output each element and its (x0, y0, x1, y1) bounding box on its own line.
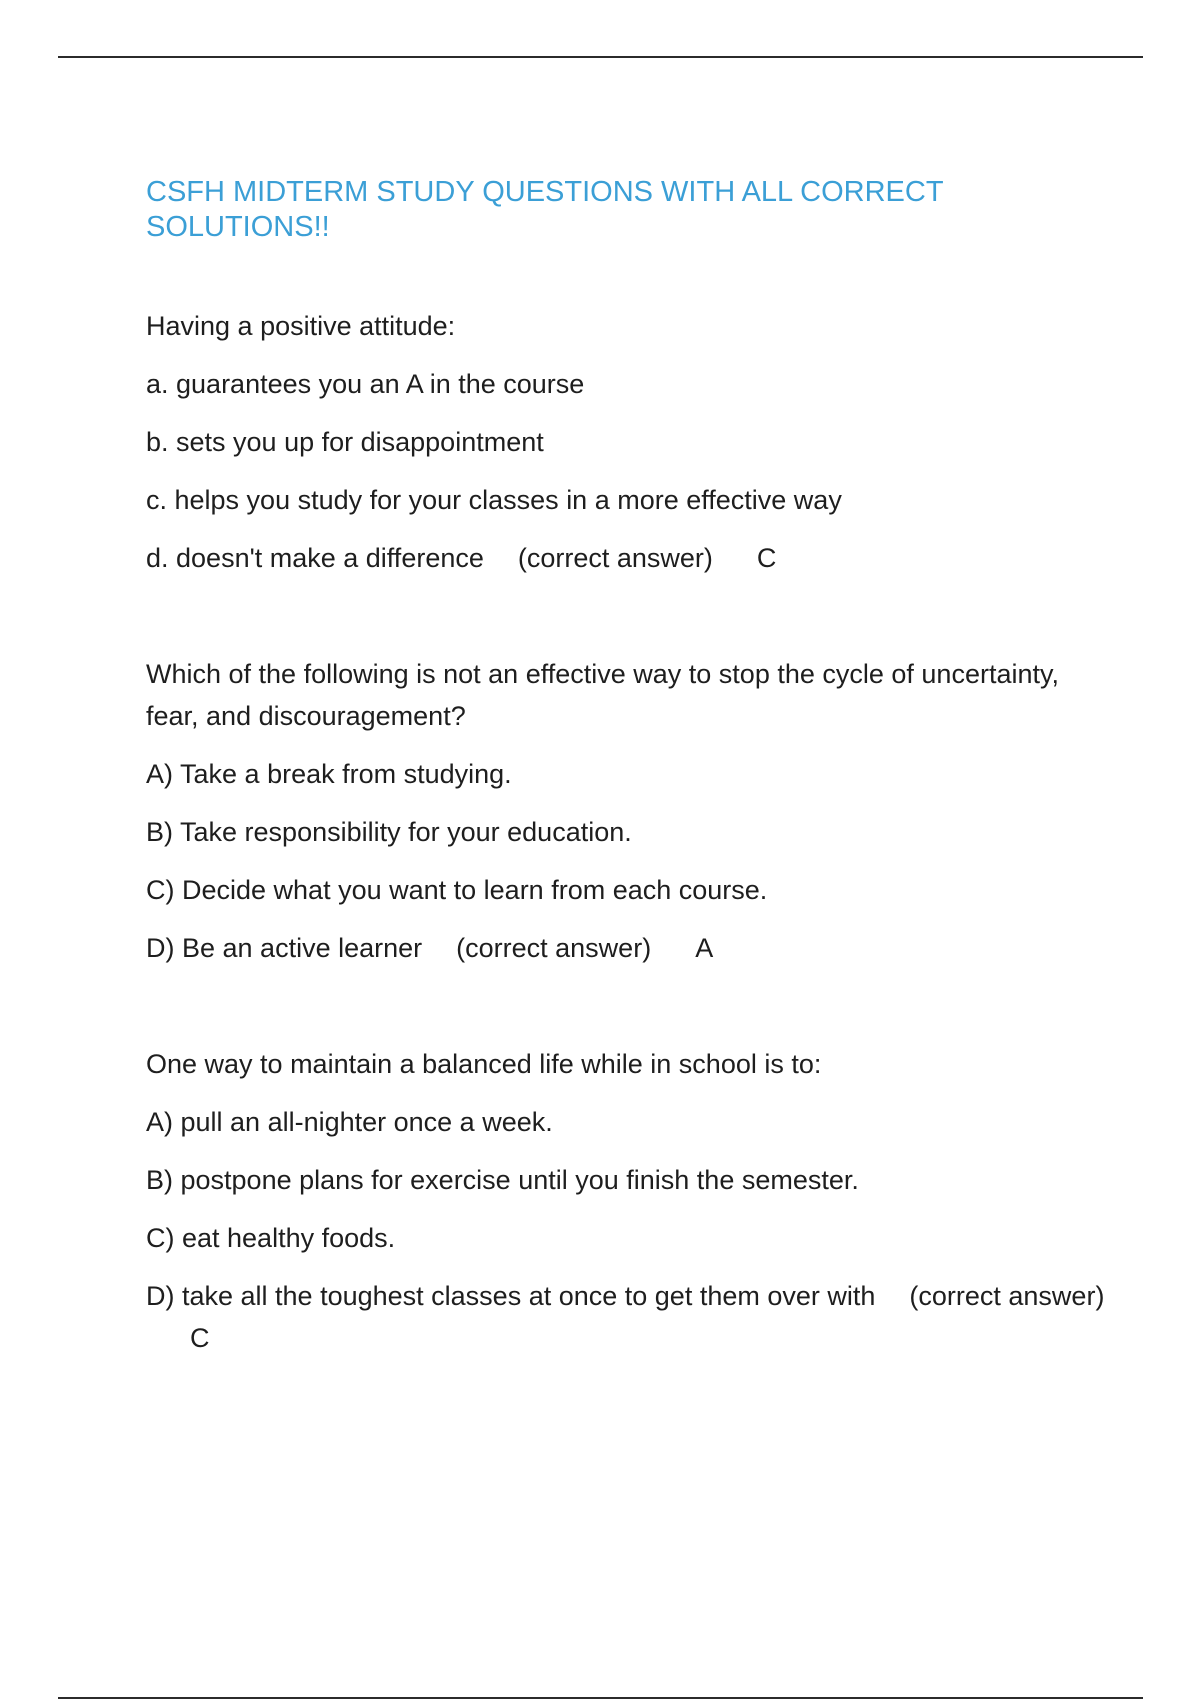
option-b: b. sets you up for disappointment (146, 427, 544, 457)
option-d-with-answer (146, 537, 1106, 579)
option-d: D) Be an active learner (146, 933, 423, 963)
option-d-with-answer (146, 927, 1106, 969)
option-c: C) eat healthy foods. (146, 1223, 396, 1253)
question-text: Which of the following is not an effective way to stop the cycle of uncertainty, fear, and discouragement? (146, 659, 1059, 731)
answer-label: (correct answer) (456, 933, 652, 963)
question-1 (146, 305, 1106, 579)
answer-label: (correct answer) (909, 1281, 1105, 1311)
bottom-rule (58, 1697, 1143, 1699)
question-list (146, 305, 1106, 1433)
answer-value: A (695, 933, 714, 963)
answer-label: (correct answer) (517, 543, 713, 573)
question-3 (146, 1043, 1106, 1359)
document-title: CSFH MIDTERM STUDY QUESTIONS WITH ALL CORRECT SOLUTIONS!! (146, 176, 944, 243)
answer-value: C (190, 1323, 210, 1353)
option-d: D) take all the toughest classes at once to get them over with (146, 1281, 876, 1311)
question-2 (146, 653, 1106, 969)
option-c: c. helps you study for your classes in a more effective way (146, 485, 842, 515)
question-text: One way to maintain a balanced life while in school is to: (146, 1049, 822, 1079)
answer-value: C (756, 543, 777, 573)
option-c: C) Decide what you want to learn from each course. (146, 875, 768, 905)
option-a: a. guarantees you an A in the course (146, 369, 585, 399)
option-a: A) Take a break from studying. (146, 759, 512, 789)
option-b: B) postpone plans for exercise until you finish the semester. (146, 1165, 859, 1195)
option-d-with-answer (146, 1275, 1106, 1359)
option-d: d. doesn't make a difference (146, 543, 484, 573)
option-a: A) pull an all-nighter once a week. (146, 1107, 553, 1137)
question-text: Having a positive attitude: (146, 311, 456, 341)
top-rule (58, 56, 1143, 58)
option-b: B) Take responsibility for your education. (146, 817, 632, 847)
